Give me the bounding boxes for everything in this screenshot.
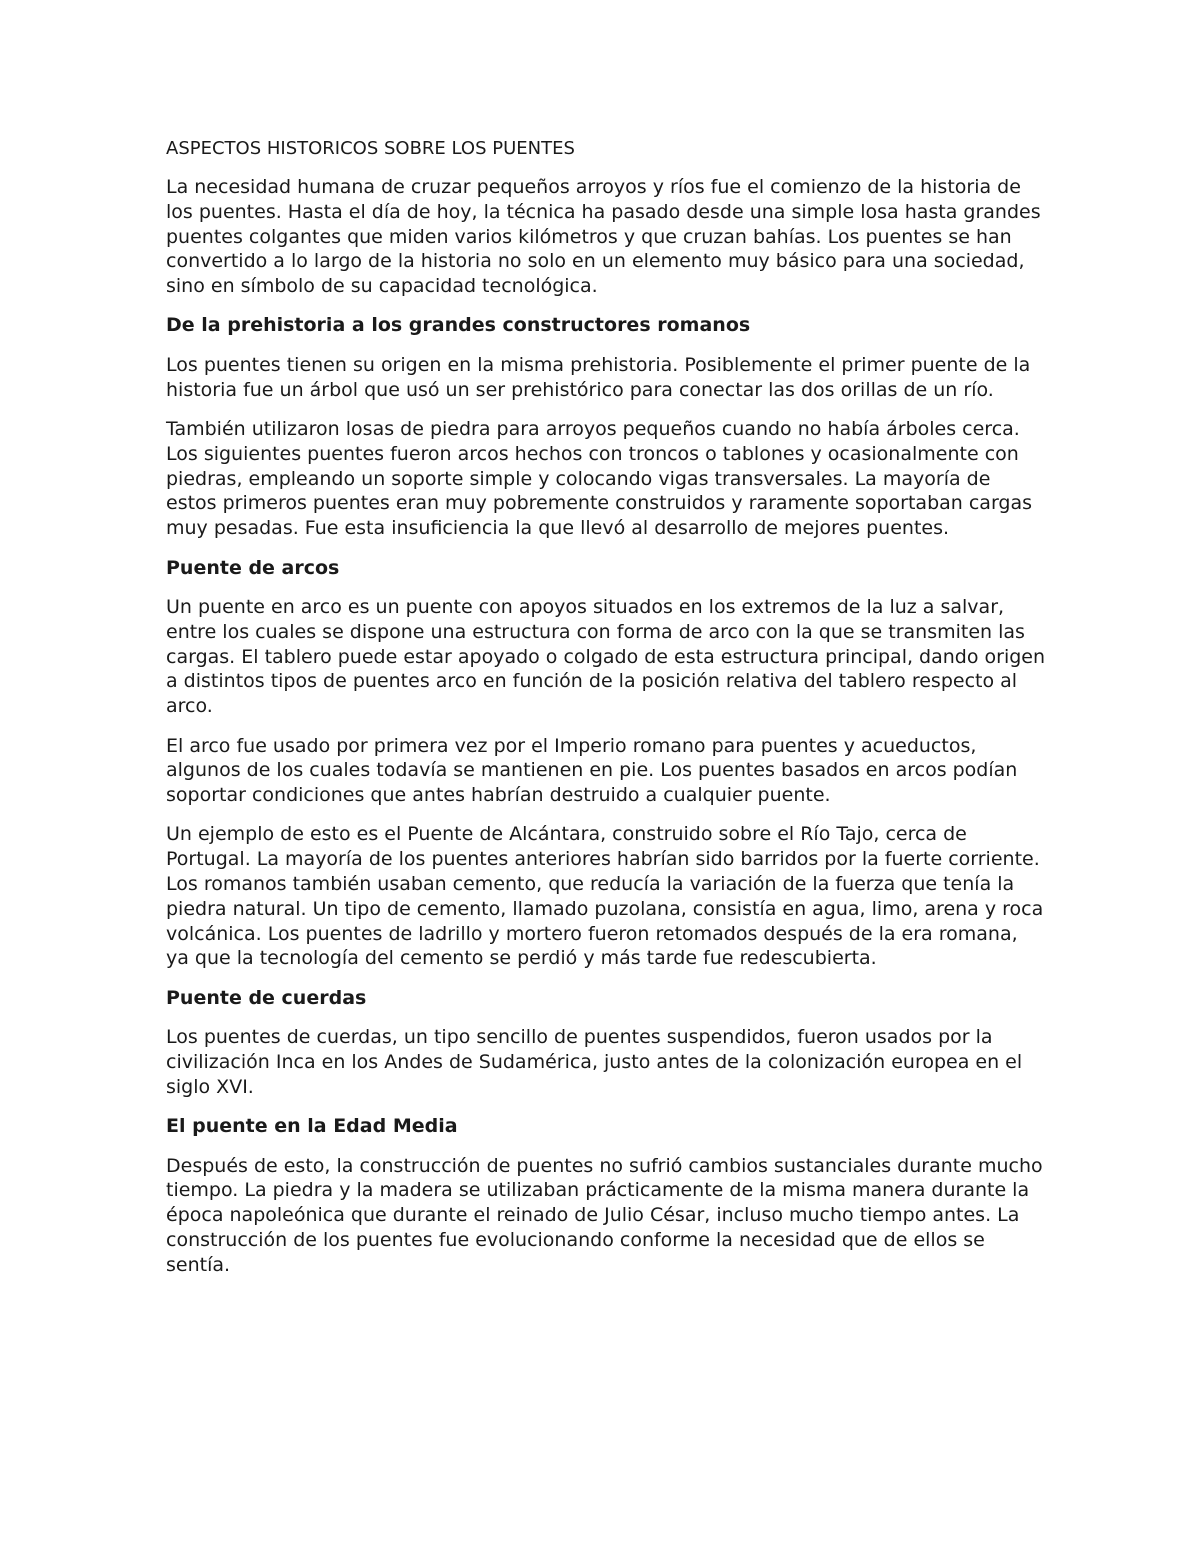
document-title: ASPECTOS HISTORICOS SOBRE LOS PUENTES [166, 138, 575, 159]
section-heading-puente-de-arcos: Puente de arcos [166, 556, 340, 579]
paragraph: El arco fue usado por primera vez por el Imperio romano para puentes y acueductos, algunos de los cuales todavía se mantienen en pie. Los puentes basados en arcos podían soportar condiciones que antes habrían destruido a cualquier puente. [166, 734, 1018, 807]
paragraph: Un ejemplo de esto es el Puente de Alcántara, construido sobre el Río Tajo, cerca de Portugal. La mayoría de los puentes anteriores habrían sido barridos por la fuerte corriente. Los romanos también usaban cemento, que reducía la variación de la fuerza que tenía la piedra natural. Un tipo de cemento, llamado puzolana, consistía en agua, limo, arena y roca volcánica. Los puentes de ladrillo y mortero fueron retomados después de la era romana, ya que la tecnología del cemento se perdió y más tarde fue redescubierta. [166, 823, 1044, 970]
section-heading-edad-media: El puente en la Edad Media [166, 1115, 458, 1138]
paragraph: Después de esto, la construcción de puentes no sufrió cambios sustanciales durante mucho tiempo. La piedra y la madera se utilizaban prácticamente de la misma manera durante la época napoleónica que durante el reinado de Julio César, incluso mucho tiempo antes. La construcción de los puentes fue evolucionando conforme la necesidad que de ellos se sentía. [166, 1154, 1043, 1276]
paragraph: Los puentes de cuerdas, un tipo sencillo de puentes suspendidos, fueron usados por la civilización Inca en los Andes de Sudamérica, justo antes de la colonización europea en el siglo XVI. [166, 1026, 1023, 1098]
paragraph: Los puentes tienen su origen en la misma prehistoria. Posiblemente el primer puente de la historia fue un árbol que usó un ser prehistórico para conectar las dos orillas de un río. [166, 353, 1031, 401]
section-heading-prehistoria: De la prehistoria a los grandes constructores romanos [166, 314, 751, 337]
paragraph: También utilizaron losas de piedra para arroyos pequeños cuando no había árboles cerca. Los siguientes puentes fueron arcos hechos con troncos o tablones y ocasionalmente con piedras, empleando un soporte simple y colocando vigas transversales. La mayoría de estos primeros puentes eran muy pobremente construidos y raramente soportaban cargas muy pesadas. Fue esta insuficiencia la que llevó al desarrollo de mejores puentes. [166, 418, 1033, 540]
intro-paragraph: La necesidad humana de cruzar pequeños arroyos y ríos fue el comienzo de la historia de los puentes. Hasta el día de hoy, la técnica ha pasado desde una simple losa hasta grandes puentes colgantes que miden varios kilómetros y que cruzan bahías. Los puentes se han convertido a lo largo de la historia no solo en un elemento muy básico para una sociedad, sino en símbolo de su capacidad tecnológica. [166, 176, 1041, 298]
document-page [166, 136, 1046, 1292]
paragraph: Un puente en arco es un puente con apoyos situados en los extremos de la luz a salvar, entre los cuales se dispone una estructura con forma de arco con la que se transmiten las cargas. El tablero puede estar apoyado o colgado de esta estructura principal, dando origen a distintos tipos de puentes arco en función de la posición relativa del tablero respecto al arco. [166, 596, 1046, 718]
section-heading-puente-de-cuerdas: Puente de cuerdas [166, 986, 367, 1009]
